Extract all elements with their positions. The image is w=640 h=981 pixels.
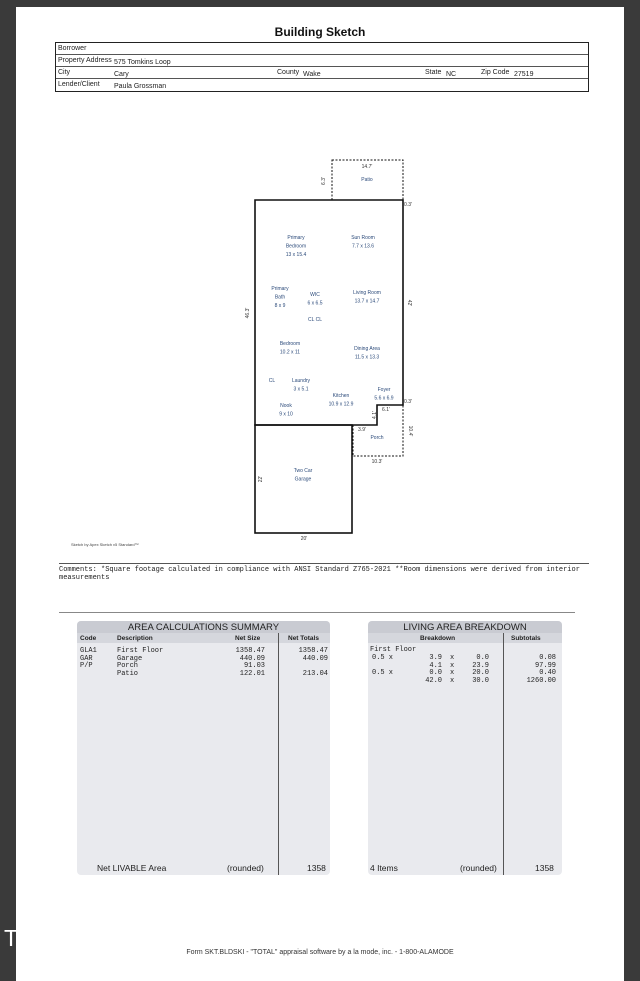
col-description: Description — [117, 635, 153, 642]
dim-garage-depth: 22' — [258, 475, 264, 483]
area-summary-header — [77, 633, 330, 643]
zip-label: Zip Code — [481, 69, 510, 76]
sketch-credit: Sketch by Apex Sketch v5 Standard™ — [71, 542, 139, 547]
area-cell-net-totals: 213.04 — [302, 669, 328, 678]
breakdown-cell-subtotal: 0.40 — [539, 669, 556, 677]
area-cell-net-size: 122.01 — [239, 669, 265, 678]
comments-label: Comments: — [59, 566, 97, 574]
breakdown-cell-a: 3.9 — [429, 654, 442, 662]
room-label-porch: Porch — [370, 435, 384, 441]
room-label-living-room: 13.7 x 14.7 — [354, 298, 380, 305]
room-label-primary-bedroom: 13 x 15.4 — [285, 252, 307, 258]
area-summary-panel — [77, 621, 330, 875]
net-livable-label: Net LIVABLE Area — [97, 863, 167, 873]
breakdown-cell-b: 23.9 — [472, 661, 489, 670]
breakdown-cell-times: x — [450, 661, 455, 670]
net-livable-rounded: (rounded) — [227, 863, 264, 873]
dim-patio-depth: 6.3' — [321, 177, 327, 185]
breakdown-header — [368, 633, 562, 643]
dim-patio-width: 14.7' — [361, 164, 373, 170]
city-value: Cary — [114, 71, 129, 78]
comments-section — [59, 563, 589, 582]
sketch-page — [4, 7, 624, 981]
net-livable-value: 1358 — [307, 863, 326, 873]
room-label-dining-area: 11.5 x 13.3 — [354, 354, 380, 361]
col-net-size: Net Size — [235, 635, 261, 642]
col-subtotals: Subtotals — [511, 635, 541, 642]
room-label-garage: Two Car — [293, 468, 313, 474]
dim-small-jog: 4.1' — [372, 411, 378, 419]
mls-logo: TMLS — [4, 925, 70, 951]
room-label-sun-room: 7.7 x 13.6 — [352, 243, 374, 250]
area-cell-description: First Floor — [117, 647, 164, 655]
dim-foyer-jog: 0.3' — [404, 399, 412, 405]
area-cell-description: Garage — [117, 654, 143, 663]
area-cell-net-size: 440.09 — [239, 654, 265, 663]
breakdown-cell-a: 4.1 — [429, 661, 442, 670]
breakdown-cell-subtotal: 97.99 — [534, 661, 556, 670]
county-value: Wake — [303, 71, 321, 78]
room-label-primary-bath: 8 x 9 — [274, 303, 286, 309]
room-label-dining-area: Dining Area — [354, 346, 380, 352]
dim-west-wall: 46.3' — [245, 307, 251, 319]
room-label-foyer: 5.6 x 6.9 — [374, 395, 394, 402]
city-label: City — [58, 69, 71, 76]
breakdown-cell-b: 20.0 — [472, 669, 489, 677]
breakdown-cell-a: 0.0 — [429, 669, 442, 677]
room-label-primary-bedroom: Primary — [287, 235, 305, 241]
area-column-divider — [278, 633, 279, 875]
room-label-bedroom: Bedroom — [279, 341, 301, 347]
section-divider — [59, 612, 575, 613]
dim-porch-width: 10.3' — [371, 459, 383, 465]
room-label-sun-room: Sun Room — [351, 235, 375, 241]
floor-plan-sketch — [16, 7, 624, 567]
room-label-garage: Garage — [294, 476, 312, 483]
area-cell-code: P/P — [80, 662, 93, 670]
borrower-label: Borrower — [58, 45, 87, 52]
dim-foyer-width: 6.1' — [382, 407, 390, 413]
breakdown-value: 1358 — [535, 863, 554, 873]
breakdown-cell-factor: 0.5 x — [372, 654, 394, 662]
room-label-nook: 9 x 10 — [279, 411, 293, 418]
dim-ne-jog: 0.3' — [404, 202, 412, 208]
state-label: State — [425, 69, 442, 76]
room-label-wic: WIC — [310, 292, 320, 298]
zip-value: 27519 — [514, 71, 534, 78]
room-label-wic: 6 x 6.5 — [307, 300, 323, 307]
comments-text: *Square footage calculated in compliance with ANSI Standard Z765-2021 **Room dimensions were derived from interior measurements — [59, 566, 580, 582]
breakdown-cell-subtotal: 0.08 — [539, 654, 556, 662]
area-cell-code: GLA1 — [80, 647, 97, 655]
area-cell-code: GAR — [80, 654, 93, 663]
living-breakdown-title: LIVING AREA BREAKDOWN — [368, 621, 562, 633]
lender-value: Paula Grossman — [114, 83, 167, 90]
breakdown-rounded: (rounded) — [460, 863, 497, 873]
breakdown-cell-b: 0.0 — [476, 654, 489, 662]
area-cell-net-totals: 1358.47 — [298, 647, 328, 655]
property-label: Property Address — [58, 57, 112, 64]
area-cell-net-size: 91.03 — [243, 662, 265, 670]
breakdown-items: 4 Items — [370, 863, 398, 873]
county-label: County — [277, 69, 300, 76]
breakdown-column-divider — [503, 633, 504, 875]
dim-porch-depth: 10.4' — [407, 425, 413, 437]
room-label-primary-bedroom: Bedroom — [285, 243, 307, 250]
dim-porch-side: 3.9' — [358, 427, 366, 433]
room-label-kitchen: Kitchen — [332, 393, 350, 399]
col-code: Code — [80, 635, 97, 642]
breakdown-cell-subtotal: 1260.00 — [526, 676, 556, 685]
form-footer: Form SKT.BLDSKI - "TOTAL" appraisal software by a la mode, inc. - 1-800-ALAMODE — [186, 949, 454, 956]
page-title: Building Sketch — [274, 25, 366, 39]
area-cell-net-size: 1358.47 — [235, 647, 265, 655]
area-cell-description: Porch — [117, 662, 139, 670]
col-net-totals: Net Totals — [288, 635, 319, 642]
col-breakdown: Breakdown — [420, 635, 456, 642]
property-value: 575 Tomkins Loop — [114, 59, 171, 66]
room-label-patio: Patio — [361, 177, 373, 183]
room-label-living-room: Living Room — [353, 290, 381, 296]
state-value: NC — [446, 71, 457, 78]
breakdown-cell-a: 42.0 — [425, 676, 442, 685]
breakdown-cell-times: x — [450, 669, 455, 677]
breakdown-cell-b: 30.0 — [472, 676, 489, 685]
room-label-primary-bath: Primary — [271, 286, 289, 292]
breakdown-cell-factor: 0.5 x — [372, 669, 394, 677]
area-cell-description: Patio — [117, 669, 139, 678]
room-label-bedroom: 10.2 x 11 — [279, 349, 301, 356]
dim-garage-width: 20' — [300, 536, 308, 542]
room-label-laundry: 3 x 5.1 — [293, 386, 309, 393]
living-breakdown-panel — [368, 621, 562, 875]
room-label-closets: CL CL — [308, 317, 322, 323]
lender-label: Lender/Client — [58, 81, 100, 88]
dim-east-wall: 42' — [406, 299, 412, 307]
room-label-closet: CL — [268, 378, 276, 384]
breakdown-section-label: First Floor — [370, 646, 417, 654]
breakdown-cell-times: x — [450, 676, 455, 685]
room-label-nook: Nook — [280, 403, 292, 409]
room-label-laundry: Laundry — [291, 378, 311, 384]
area-summary-title: AREA CALCULATIONS SUMMARY — [77, 621, 330, 633]
room-label-primary-bath: Bath — [274, 294, 286, 301]
room-label-kitchen: 10.9 x 12.9 — [328, 401, 354, 408]
room-label-foyer: Foyer — [377, 387, 391, 393]
breakdown-cell-times: x — [450, 654, 455, 662]
area-cell-net-totals: 440.09 — [302, 654, 328, 663]
